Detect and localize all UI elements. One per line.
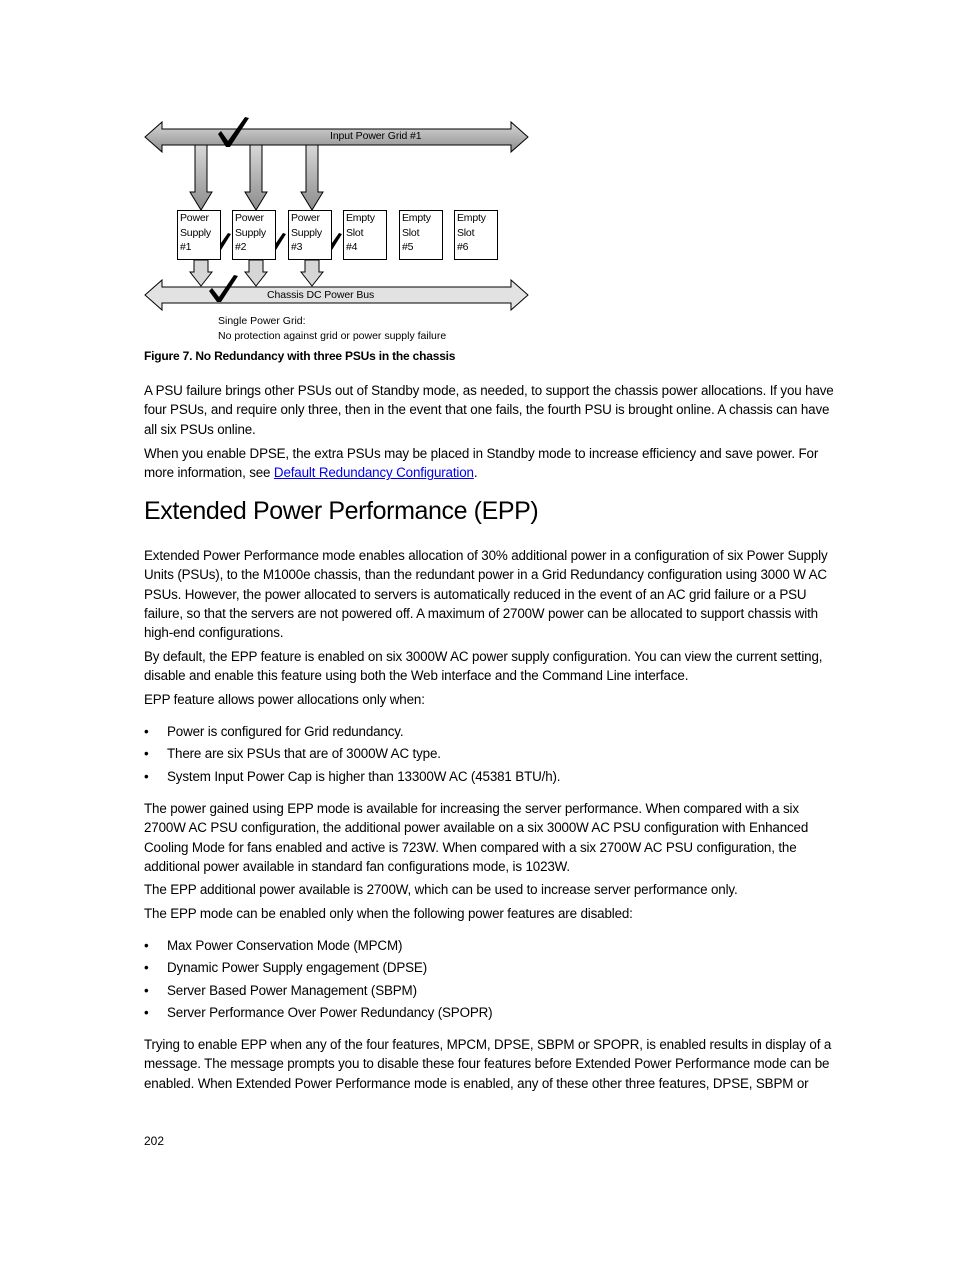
paragraph-text: The EPP mode can be enabled only when the following power features are disabled: [144,906,633,921]
slot-number: #1 [180,241,192,253]
psu-slot-2 [232,210,276,260]
slot-label: Empty [402,212,431,224]
list-item: • Power is configured for Grid redundancy. [144,722,560,744]
paragraph-epp-intro [144,546,840,642]
default-redundancy-link[interactable]: Default Redundancy Configuration [273,465,474,481]
list-item: • Dynamic Power Supply engagement (DPSE) [144,958,492,980]
list-item: • There are six PSUs that are of 3000W AC type. [144,744,560,766]
slot-label: Power [235,212,264,224]
slot-label: Empty [346,212,375,224]
input-arrow-2 [245,145,267,210]
slot-label: Slot [457,226,475,239]
page-number: 202 [144,1134,165,1148]
figure-caption: Figure 7. No Redundancy with three PSUs in the chassis [144,349,456,363]
output-arrow-1 [190,260,212,286]
input-arrow-1 [190,145,212,210]
slot-number: #2 [235,241,247,253]
psu-slot-3 [288,210,332,260]
paragraph-epp-additional [144,880,840,899]
paragraph-dpse [144,444,840,483]
paragraph-text: The EPP additional power available is 2700W, which can be used to increase server performance only. [144,882,738,897]
power-redundancy-diagram [140,112,540,347]
dc-bus-label: Chassis DC Power Bus [267,289,375,301]
slot-label: Power [291,212,320,224]
disabled-features-list [144,936,492,1025]
output-arrow-2 [245,260,267,286]
list-item: • Max Power Conservation Mode (MPCM) [144,936,492,958]
output-arrow-3 [301,260,323,286]
paragraph-text: EPP feature allows power allocations only when: [144,692,425,707]
slot-number: #5 [402,241,414,253]
list-item: • Server Based Power Management (SBPM) [144,981,492,1003]
paragraph-text: The power gained using EPP mode is available for increasing the server performance. When compared with a six 2700W AC PSU configuration, the additional power available on a six 3000W AC PSU configuration with Enhanced Cooling Mode for fans enabled and active is 723W. When compared with a six 2700W AC PSU configuration, the additional power available in standard fan configurations mode, is 1023W. [144,801,809,874]
paragraph-epp-power-gain [144,799,840,876]
list-item: • System Input Power Cap is higher than 13300W AC (45381 BTU/h). [144,767,560,789]
diagram-note [218,314,446,344]
paragraph-text: Trying to enable EPP when any of the four features, MPCM, DPSE, SBPM or SPOPR, is enabled results in display of a message. The message prompts you to disable these four features before Extended Power Performance mode can be enabled. When Extended Power Performance mode is enabled, any of these other three features, DPSE, SBPM or [144,1037,832,1091]
slot-label: Slot [346,226,364,239]
input-arrow-3 [301,145,323,210]
list-item: • Server Performance Over Power Redundancy (SPOPR) [144,1003,492,1025]
paragraph-text: By default, the EPP feature is enabled on six 3000W AC power supply configuration. You can view the current setting, disable and enable this feature using both the Web interface and the Command Line interface. [144,649,823,684]
slot-number: #3 [291,241,303,253]
slot-label: Supply [235,226,266,239]
epp-conditions-list [144,722,560,789]
section-heading: Extended Power Performance (EPP) [144,497,539,525]
slot-label: Slot [402,226,420,239]
empty-slot-5 [399,210,443,260]
paragraph-text: A PSU failure brings other PSUs out of Standby mode, as needed, to support the chassis power allocations. If you have four PSUs, and require only three, then in the event that one fails, the fourth PSU is brought online. A chassis can have all six PSUs online. [144,383,834,437]
slot-label: Supply [180,226,211,239]
paragraph-epp-default [144,647,840,686]
paragraph-psu-failure [144,381,840,439]
paragraph-text-start: When you enable DPSE, the extra PSUs may be placed in Standby mode to increase efficiency and save power. For more information, see [144,446,819,481]
paragraph-text-end: . [473,465,478,481]
psu-slot-1 [177,210,221,260]
slot-label: Supply [291,226,322,239]
empty-slot-6 [454,210,498,260]
diagram-note-body: No protection against grid or power supply failure [218,330,447,342]
paragraph-text: Extended Power Performance mode enables allocation of 30% additional power in a configuration of six Power Supply Units (PSUs), to the M1000e chassis, than the redundant power in a Grid Redundancy configuration using 3000 W AC PSUs. However, the power allocated to servers is automatically reduced in the event of an AC grid failure or a PSU failure, so that the servers are not powered off. A maximum of 2700W power can be allocated to support chassis with high-end configurations. [144,548,828,641]
slot-number: #6 [457,241,469,253]
empty-slot-4 [343,210,387,260]
paragraph-epp-disabled-features [144,904,840,923]
slot-label: Power [180,212,209,224]
input-bus-label: Input Power Grid #1 [330,130,422,142]
paragraph-epp-message [144,1035,840,1093]
slot-number: #4 [346,241,358,253]
paragraph-epp-conditions [144,690,840,709]
paragraph-text [144,444,840,483]
slot-label: Empty [457,212,486,224]
diagram-note-title: Single Power Grid: [218,315,306,327]
